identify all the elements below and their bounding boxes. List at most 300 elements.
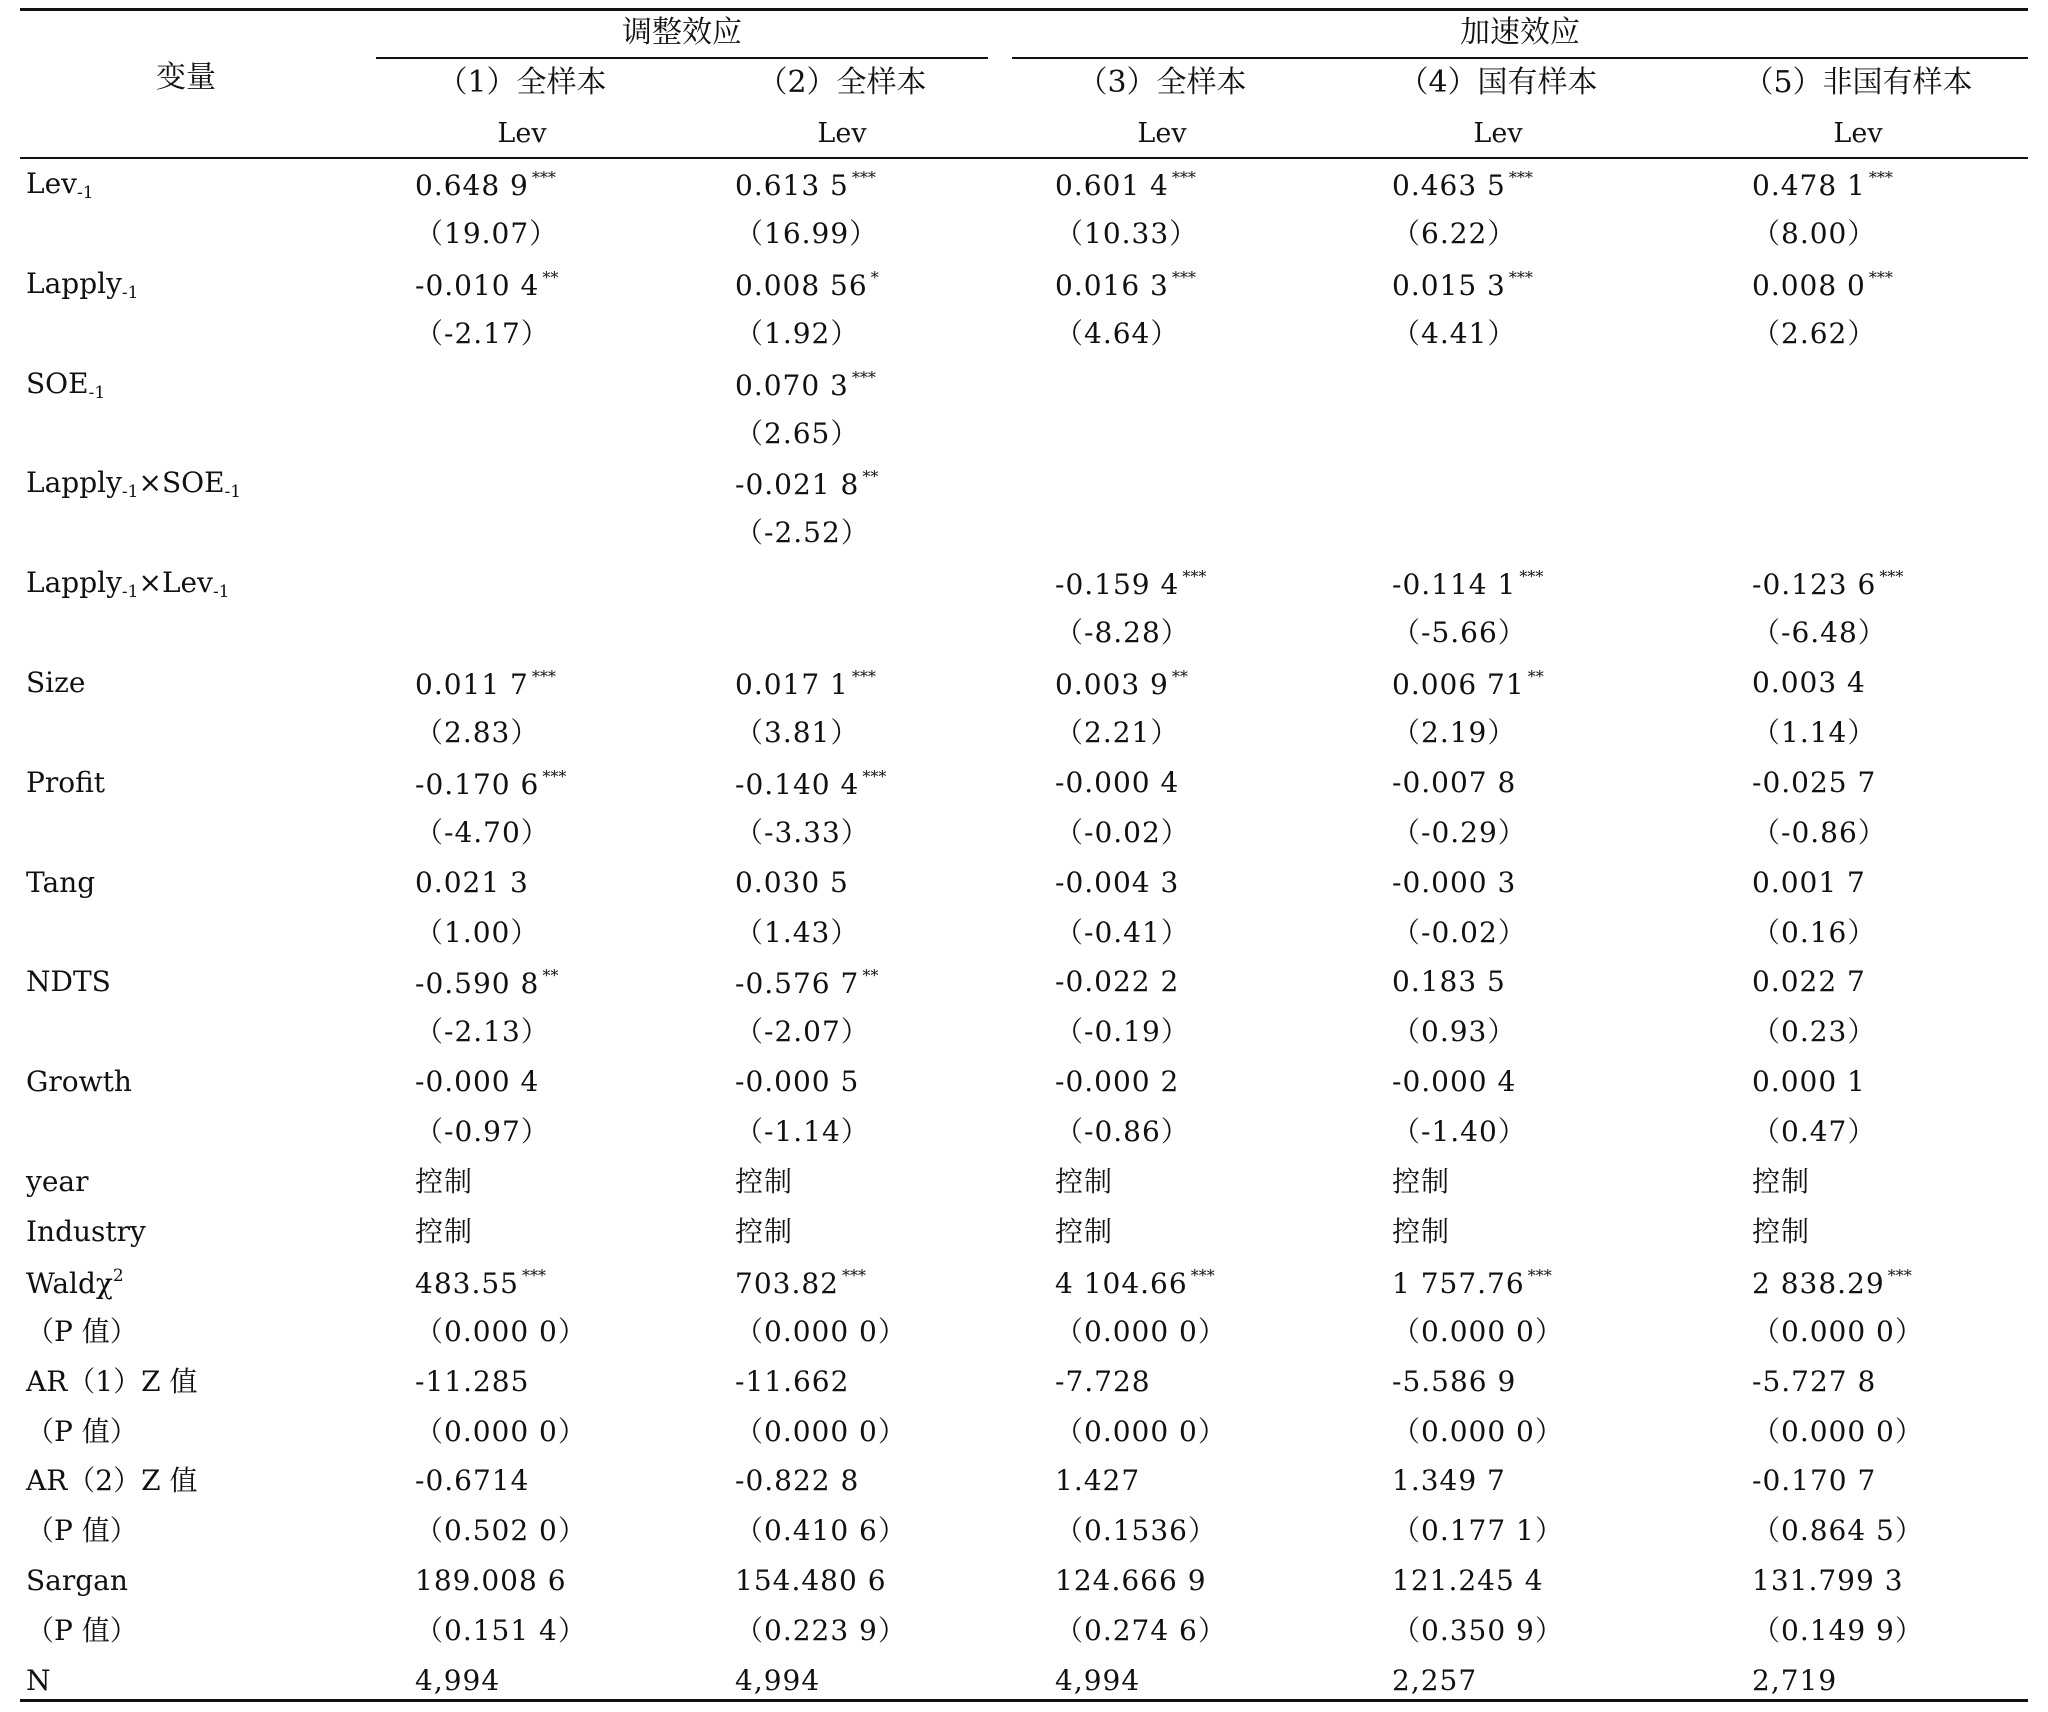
- cell-value: -0.822 8: [735, 1464, 860, 1497]
- significance-stars: ***: [1182, 567, 1207, 586]
- table-cell: [1752, 1065, 1866, 1098]
- cell-value: （2.19）: [1392, 716, 1517, 749]
- cell-value: 0.648 9: [415, 169, 529, 202]
- cell-value: （0.864 5）: [1752, 1514, 1924, 1547]
- significance-stars: ***: [1879, 567, 1904, 586]
- table-cell: [1392, 1365, 1517, 1398]
- row-label-text: Lapply: [26, 466, 122, 499]
- cell-value: 189.008 6: [415, 1564, 567, 1597]
- table-cell: [415, 866, 529, 899]
- table-cell: [415, 1065, 540, 1098]
- significance-stars: **: [862, 966, 879, 985]
- cell-value: （0.410 6）: [735, 1514, 907, 1547]
- table-cell: [735, 968, 878, 998]
- significance-stars: ***: [521, 1266, 546, 1285]
- table-cell: [1055, 217, 1199, 250]
- cell-value: 0.008 0: [1752, 269, 1866, 302]
- table-cell: [415, 1365, 530, 1398]
- cell-value: （0.23）: [1752, 1015, 1877, 1048]
- table-cell: [735, 866, 849, 899]
- dep-var-3: Lev: [1137, 118, 1187, 149]
- table-cell: [415, 1664, 501, 1697]
- table-cell: [415, 1564, 567, 1597]
- table-cell: [1392, 1165, 1451, 1198]
- cell-value: -0.010 4: [415, 269, 540, 302]
- cell-value: -0.021 8: [735, 468, 860, 501]
- row-label: [26, 466, 242, 502]
- table-cell: [1055, 1315, 1227, 1348]
- table-cell: [415, 1165, 474, 1198]
- table-cell: [1055, 270, 1196, 300]
- cell-value: （0.000 0）: [1752, 1315, 1924, 1348]
- table-cell: [735, 270, 879, 300]
- table-cell: [415, 170, 556, 200]
- table-cell: [1392, 1065, 1517, 1098]
- table-cell: [1752, 217, 1877, 250]
- cell-value: （0.177 1）: [1392, 1514, 1564, 1547]
- table-cell: [415, 1614, 587, 1647]
- cell-value: （0.502 0）: [415, 1514, 587, 1547]
- cell-value: （-0.29）: [1392, 816, 1527, 849]
- table-cell: [1392, 1664, 1478, 1697]
- cell-value: （-0.86）: [1752, 816, 1887, 849]
- cell-value: （0.000 0）: [1055, 1415, 1227, 1448]
- cell-value: 154.480 6: [735, 1564, 887, 1597]
- cell-value: （19.07）: [415, 217, 559, 250]
- table-cell: [415, 1464, 530, 1497]
- cell-value: （1.43）: [735, 916, 860, 949]
- cell-value: 控制: [1392, 1165, 1451, 1198]
- row-label: [26, 1415, 138, 1448]
- cell-value: （0.47）: [1752, 1115, 1877, 1148]
- row-label-text: （P 值）: [26, 1415, 138, 1448]
- row-label: [26, 965, 111, 998]
- table-cell: [1055, 569, 1206, 599]
- cell-value: （0.223 9）: [735, 1614, 907, 1647]
- cell-value: （0.000 0）: [1055, 1315, 1227, 1348]
- cell-value: （0.16）: [1752, 916, 1877, 949]
- table-cell: [1392, 1315, 1564, 1348]
- table-cell: [415, 816, 550, 849]
- row-label-text: N: [26, 1664, 51, 1697]
- cell-value: 4,994: [415, 1664, 501, 1697]
- table-cell: [415, 1514, 587, 1547]
- significance-stars: ***: [851, 168, 876, 187]
- table-cell: [735, 1664, 821, 1697]
- table-cell: [735, 1215, 794, 1248]
- significance-stars: ***: [1508, 168, 1533, 187]
- cell-value: 0.030 5: [735, 866, 849, 899]
- cell-value: -0.576 7: [735, 967, 860, 1000]
- cell-value: -0.159 4: [1055, 568, 1180, 601]
- row-label: [26, 766, 106, 799]
- cell-value: 控制: [1055, 1165, 1114, 1198]
- table-cell: [1392, 669, 1544, 699]
- cell-value: 0.022 7: [1752, 965, 1866, 998]
- bottom-rule: [20, 1699, 2028, 1702]
- row-label-subscript: -1: [212, 582, 230, 602]
- cell-value: 0.008 56: [735, 269, 868, 302]
- cell-value: 控制: [1752, 1215, 1811, 1248]
- cell-value: （2.65）: [735, 417, 860, 450]
- cell-value: 4,994: [1055, 1664, 1141, 1697]
- cell-value: -0.170 7: [1752, 1464, 1877, 1497]
- cell-value: （-0.19）: [1055, 1015, 1190, 1048]
- table-cell: [1055, 1268, 1215, 1298]
- cell-value: 2,719: [1752, 1664, 1838, 1697]
- cell-value: （-0.97）: [415, 1115, 550, 1148]
- cell-value: -0.022 2: [1055, 965, 1180, 998]
- cell-value: （3.81）: [735, 716, 860, 749]
- cell-value: 0.016 3: [1055, 269, 1169, 302]
- cell-value: （1.92）: [735, 317, 860, 350]
- significance-stars: ***: [1171, 168, 1196, 187]
- cell-value: 控制: [415, 1215, 474, 1248]
- table-cell: [1752, 816, 1887, 849]
- table-cell: [1055, 1664, 1141, 1697]
- group-header-speed: 加速效应: [1460, 15, 1580, 50]
- cell-value: （-0.41）: [1055, 916, 1190, 949]
- cell-value: 131.799 3: [1752, 1564, 1904, 1597]
- row-label-text: AR（2）Z 值: [26, 1464, 198, 1497]
- table-cell: [1392, 766, 1517, 799]
- table-cell: [1055, 766, 1180, 799]
- cell-value: 0.011 7: [415, 668, 529, 701]
- table-cell: [415, 270, 558, 300]
- significance-stars: **: [862, 467, 879, 486]
- significance-stars: ***: [1868, 268, 1893, 287]
- cell-value: 1.427: [1055, 1464, 1141, 1497]
- table-cell: [415, 1315, 587, 1348]
- table-cell: [1392, 217, 1517, 250]
- row-label-subscript: -1: [121, 482, 139, 502]
- column-header-3: （3）全样本: [1077, 65, 1247, 100]
- table-cell: [1752, 1365, 1877, 1398]
- cell-value: （0.000 0）: [1752, 1415, 1924, 1448]
- cell-value: -0.590 8: [415, 967, 540, 1000]
- significance-stars: ***: [1887, 1266, 1912, 1285]
- cell-value: 703.82: [735, 1267, 839, 1300]
- table-cell: [735, 669, 876, 699]
- cell-value: （2.83）: [415, 716, 540, 749]
- top-rule: [20, 8, 2028, 11]
- significance-stars: ***: [531, 168, 556, 187]
- row-label-text: Lapply: [26, 267, 122, 300]
- row-label: [26, 267, 139, 303]
- cell-value: （0.000 0）: [735, 1415, 907, 1448]
- cell-value: （0.149 9）: [1752, 1614, 1924, 1647]
- significance-stars: ***: [851, 667, 876, 686]
- dep-var-2: Lev: [817, 118, 867, 149]
- cell-value: 控制: [1055, 1215, 1114, 1248]
- cell-value: 控制: [1752, 1165, 1811, 1198]
- table-cell: [1392, 1564, 1544, 1597]
- table-cell: [1752, 270, 1893, 300]
- table-cell: [1752, 569, 1903, 599]
- cell-value: 0.001 7: [1752, 866, 1866, 899]
- row-label-text: Waldχ: [26, 1267, 113, 1300]
- significance-stars: **: [1171, 667, 1188, 686]
- cell-value: （-4.70）: [415, 816, 550, 849]
- table-cell: [1392, 816, 1527, 849]
- table-cell: [1055, 1215, 1114, 1248]
- column-header-5: （5）非国有样本: [1743, 65, 1973, 100]
- cell-value: -0.123 6: [1752, 568, 1877, 601]
- table-cell: [1055, 1365, 1151, 1398]
- table-cell: [1392, 1415, 1564, 1448]
- significance-stars: **: [542, 268, 559, 287]
- table-cell: [1055, 1065, 1180, 1098]
- row-label-text: Tang: [26, 866, 96, 899]
- cell-value: 控制: [415, 1165, 474, 1198]
- table-cell: [1392, 916, 1527, 949]
- cell-value: （8.00）: [1752, 217, 1877, 250]
- cell-value: 1 757.76: [1392, 1267, 1525, 1300]
- cell-value: 1.349 7: [1392, 1464, 1506, 1497]
- cell-value: -5.586 9: [1392, 1365, 1517, 1398]
- table-cell: [735, 769, 886, 799]
- table-cell: [1055, 916, 1190, 949]
- cell-value: （-0.02）: [1392, 916, 1527, 949]
- cell-value: -0.000 5: [735, 1065, 860, 1098]
- table-cell: [1055, 1115, 1190, 1148]
- table-cell: [735, 1268, 866, 1298]
- significance-stars: ***: [1190, 1266, 1215, 1285]
- cell-value: -0.000 3: [1392, 866, 1517, 899]
- cell-value: 控制: [735, 1215, 794, 1248]
- table-cell: [1752, 616, 1887, 649]
- significance-stars: *: [870, 268, 879, 287]
- cell-value: （-2.52）: [735, 516, 870, 549]
- cell-value: 0.613 5: [735, 169, 849, 202]
- table-cell: [1392, 1614, 1564, 1647]
- row-label-text: （P 值）: [26, 1315, 138, 1348]
- table-cell: [735, 1415, 907, 1448]
- cell-value: （1.00）: [415, 916, 540, 949]
- table-cell: [735, 469, 878, 499]
- table-cell: [1752, 1165, 1811, 1198]
- table-cell: [735, 516, 870, 549]
- table-cell: [735, 1015, 870, 1048]
- cell-value: （-0.02）: [1055, 816, 1190, 849]
- cell-value: 0.003 4: [1752, 666, 1866, 699]
- row-label: [26, 1215, 146, 1248]
- cell-value: （-1.40）: [1392, 1115, 1527, 1148]
- row-label-text: Industry: [26, 1215, 146, 1248]
- header-rule: [20, 157, 2028, 159]
- row-label-text: year: [26, 1165, 89, 1198]
- significance-stars: ***: [841, 1266, 866, 1285]
- table-cell: [415, 916, 540, 949]
- cell-value: （0.000 0）: [735, 1315, 907, 1348]
- row-label: [26, 1514, 138, 1547]
- group-underline-speed: [1012, 57, 2028, 59]
- group-header-adjust: 调整效应: [622, 15, 742, 50]
- cell-value: -11.662: [735, 1365, 850, 1398]
- cell-value: 483.55: [415, 1267, 519, 1300]
- cell-value: -0.000 4: [1392, 1065, 1517, 1098]
- cell-value: （2.21）: [1055, 716, 1180, 749]
- cell-value: 0.601 4: [1055, 169, 1169, 202]
- cell-value: （2.62）: [1752, 317, 1877, 350]
- significance-stars: ***: [531, 667, 556, 686]
- cell-value: （0.350 9）: [1392, 1614, 1564, 1647]
- table-cell: [1055, 669, 1188, 699]
- table-cell: [1392, 1115, 1527, 1148]
- table-cell: [1752, 716, 1877, 749]
- table-cell: [1752, 965, 1866, 998]
- table-cell: [1055, 317, 1180, 350]
- table-cell: [735, 370, 876, 400]
- table-cell: [1752, 170, 1893, 200]
- table-cell: [415, 968, 558, 998]
- cell-value: （-5.66）: [1392, 616, 1527, 649]
- cell-value: （0.000 0）: [415, 1315, 587, 1348]
- cell-value: -0.007 8: [1392, 766, 1517, 799]
- table-cell: [1752, 1268, 1912, 1298]
- column-header-4: （4）国有样本: [1398, 65, 1598, 100]
- significance-stars: **: [542, 966, 559, 985]
- table-cell: [1392, 1015, 1517, 1048]
- cell-value: （-8.28）: [1055, 616, 1190, 649]
- cell-value: 0.070 3: [735, 369, 849, 402]
- row-label: [26, 167, 94, 203]
- table-cell: [1752, 1015, 1877, 1048]
- row-label: [26, 1664, 51, 1697]
- table-cell: [1055, 1165, 1114, 1198]
- cell-value: （4.64）: [1055, 317, 1180, 350]
- significance-stars: ***: [851, 368, 876, 387]
- cell-value: 0.478 1: [1752, 169, 1866, 202]
- cell-value: （-2.17）: [415, 317, 550, 350]
- row-label-superscript: 2: [112, 1266, 124, 1286]
- table-cell: [735, 317, 860, 350]
- table-cell: [415, 1415, 587, 1448]
- row-label-subscript: -1: [121, 582, 139, 602]
- cell-value: 控制: [1392, 1215, 1451, 1248]
- cell-value: -7.728: [1055, 1365, 1151, 1398]
- cell-value: （-1.14）: [735, 1115, 870, 1148]
- table-cell: [1392, 1464, 1506, 1497]
- table-cell: [735, 1464, 860, 1497]
- cell-value: -5.727 8: [1752, 1365, 1877, 1398]
- row-label: [26, 1365, 198, 1398]
- table-cell: [1752, 666, 1866, 699]
- cell-value: -0.170 6: [415, 768, 540, 801]
- table-cell: [1055, 716, 1180, 749]
- significance-stars: ***: [1527, 1266, 1552, 1285]
- table-cell: [1392, 170, 1533, 200]
- row-label: [26, 566, 230, 602]
- table-cell: [415, 669, 556, 699]
- row-label-text: Profit: [26, 766, 106, 799]
- table-cell: [1392, 569, 1543, 599]
- table-cell: [1392, 965, 1506, 998]
- table-cell: [415, 1268, 546, 1298]
- cell-value: -11.285: [415, 1365, 530, 1398]
- row-label-text: SOE: [26, 367, 89, 400]
- table-cell: [1055, 170, 1196, 200]
- significance-stars: ***: [1519, 567, 1544, 586]
- row-label-text: Growth: [26, 1065, 132, 1098]
- cell-value: （-2.13）: [415, 1015, 550, 1048]
- table-cell: [1055, 1415, 1227, 1448]
- row-label: [26, 1464, 198, 1497]
- table-cell: [735, 1564, 887, 1597]
- cell-value: 0.017 1: [735, 668, 849, 701]
- cell-value: 0.021 3: [415, 866, 529, 899]
- cell-value: （10.33）: [1055, 217, 1199, 250]
- column-header-1: （1）全样本: [437, 65, 607, 100]
- table-cell: [1392, 317, 1517, 350]
- cell-value: 0.000 1: [1752, 1065, 1866, 1098]
- table-cell: [1055, 616, 1190, 649]
- cell-value: -0.025 7: [1752, 766, 1877, 799]
- table-cell: [1392, 1268, 1552, 1298]
- row-label-subscript: -1: [88, 383, 106, 403]
- cell-value: （0.000 0）: [415, 1415, 587, 1448]
- row-label-interaction: ×Lev: [138, 566, 213, 599]
- row-label-text: （P 值）: [26, 1614, 138, 1647]
- cell-value: （1.14）: [1752, 716, 1877, 749]
- row-label-text: Sargan: [26, 1564, 128, 1597]
- table-cell: [1752, 1115, 1877, 1148]
- table-cell: [1055, 1015, 1190, 1048]
- cell-value: -0.114 1: [1392, 568, 1517, 601]
- table-cell: [1055, 866, 1180, 899]
- row-label-text: Size: [26, 666, 86, 699]
- cell-value: （0.151 4）: [415, 1614, 587, 1647]
- table-cell: [1752, 866, 1866, 899]
- table-cell: [1055, 1514, 1217, 1547]
- row-label: [26, 1614, 138, 1647]
- cell-value: （-3.33）: [735, 816, 870, 849]
- table-cell: [415, 716, 540, 749]
- table-cell: [415, 1015, 550, 1048]
- row-label: [26, 1268, 124, 1298]
- cell-value: 124.666 9: [1055, 1564, 1207, 1597]
- row-label-text: NDTS: [26, 965, 111, 998]
- dep-var-1: Lev: [497, 118, 547, 149]
- cell-value: （0.93）: [1392, 1015, 1517, 1048]
- cell-value: 121.245 4: [1392, 1564, 1544, 1597]
- cell-value: 2,257: [1392, 1664, 1478, 1697]
- table-cell: [735, 170, 876, 200]
- table-cell: [1055, 965, 1180, 998]
- table-cell: [1392, 866, 1517, 899]
- table-cell: [1752, 1464, 1877, 1497]
- table-cell: [735, 716, 860, 749]
- cell-value: 0.463 5: [1392, 169, 1506, 202]
- table-cell: [735, 1614, 907, 1647]
- row-label: [26, 666, 86, 699]
- table-cell: [1752, 1564, 1904, 1597]
- cell-value: -0.6714: [415, 1464, 530, 1497]
- cell-value: （-0.86）: [1055, 1115, 1190, 1148]
- table-cell: [1392, 1215, 1451, 1248]
- cell-value: 0.183 5: [1392, 965, 1506, 998]
- table-cell: [1055, 1464, 1141, 1497]
- cell-value: -0.140 4: [735, 768, 860, 801]
- table-cell: [1392, 1514, 1564, 1547]
- cell-value: （0.274 6）: [1055, 1614, 1227, 1647]
- table-cell: [735, 1115, 870, 1148]
- table-cell: [1752, 766, 1877, 799]
- cell-value: （-2.07）: [735, 1015, 870, 1048]
- row-label-text: Lapply: [26, 566, 122, 599]
- table-cell: [735, 1365, 850, 1398]
- table-cell: [1752, 1664, 1838, 1697]
